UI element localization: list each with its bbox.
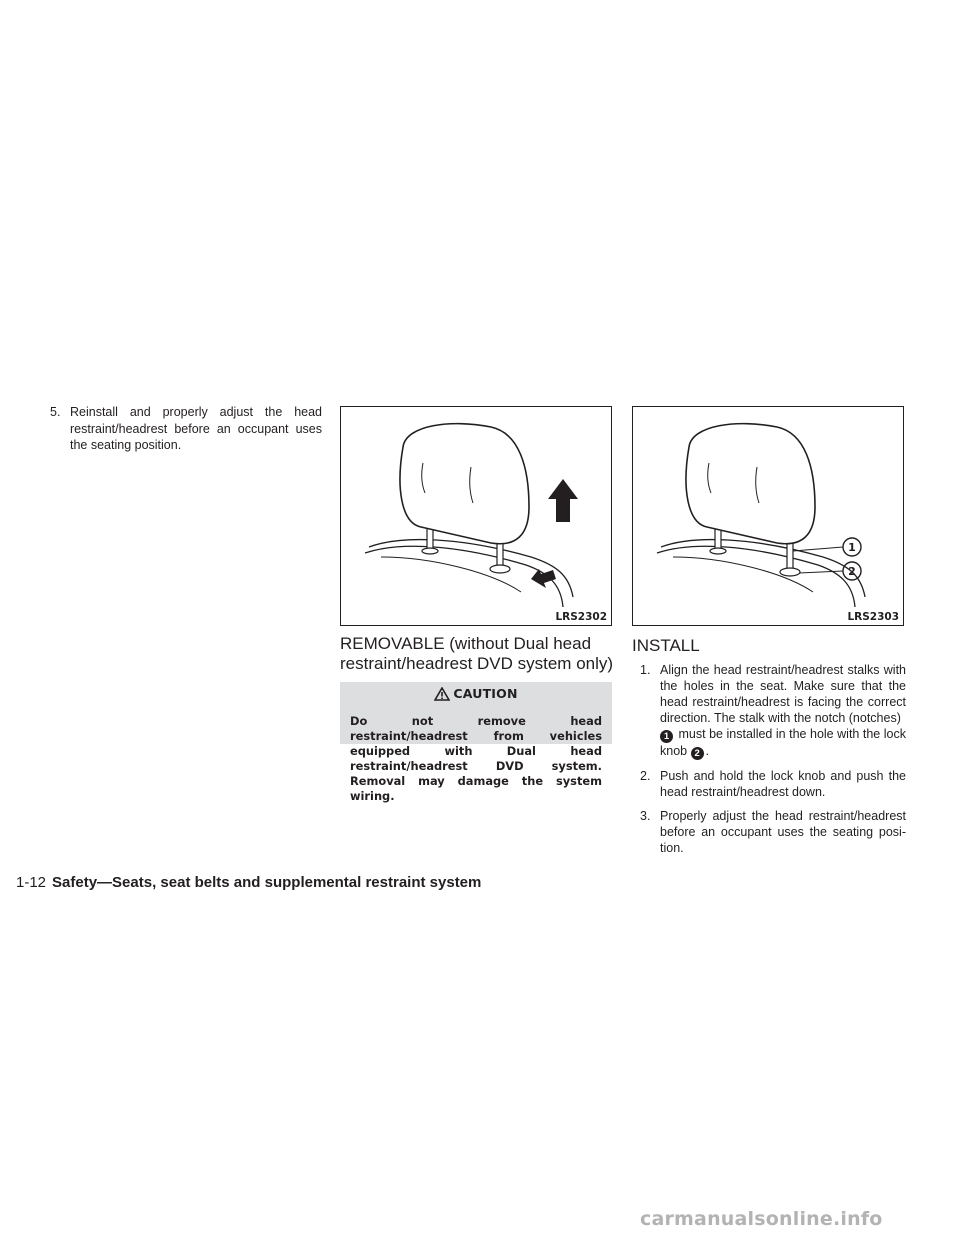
- install-step-2: [632, 768, 906, 800]
- callout-2: 2: [848, 565, 856, 578]
- page-number: 1-12: [16, 874, 47, 891]
- figure-removal: [340, 406, 612, 626]
- install-steps: [632, 662, 906, 864]
- warning-triangle-icon: [434, 687, 450, 701]
- figure-code: LRS2303: [847, 611, 899, 623]
- caution-label: CAUTION: [453, 686, 518, 701]
- figure-install: [632, 406, 904, 626]
- section-heading-install: INSTALL: [632, 636, 700, 655]
- step-5: [50, 404, 322, 454]
- step-text: Push and hold the lock knob and push the head restraint/headrest down.: [660, 769, 906, 799]
- step-number: 2.: [640, 769, 651, 783]
- callout-1: 1: [848, 541, 856, 554]
- left-column: [50, 404, 322, 462]
- step-text: Align the head restraint/headrest stalks with the holes in the seat. Make sure that the head restraint/headrest is facing the correct direction. The stalk with the notch (notches): [660, 663, 906, 725]
- figure-code: LRS2302: [555, 611, 607, 623]
- step-end: .: [705, 744, 710, 758]
- chapter-title: Safety—Seats, seat belts and supplemental restraint system: [52, 874, 482, 891]
- install-step-3: [632, 808, 906, 856]
- step-number: 5.: [50, 405, 61, 419]
- headrest-install-illustration: [633, 407, 905, 627]
- section-heading-removable: REMOVABLE (without Dual head restraint/headrest DVD system only): [340, 634, 614, 673]
- watermark: carmanualsonline.info: [640, 1208, 883, 1230]
- headrest-removal-illustration: [341, 407, 613, 627]
- caution-title: [340, 686, 612, 701]
- callout-2-icon: 2: [691, 747, 704, 760]
- install-step-1: [632, 662, 906, 760]
- step-text: Properly adjust the head restraint/headrest before an occupant uses the seating posi-tion.: [660, 809, 906, 855]
- step-text: Reinstall and properly adjust the head restraint/headrest before an occupant uses the seating position.: [70, 405, 322, 452]
- step-number: 3.: [640, 809, 651, 823]
- caution-box: [340, 682, 612, 803]
- callout-1-icon: 1: [660, 730, 673, 743]
- step-text-cont: must be installed in the hole with the lock knob: [660, 727, 906, 758]
- page-footer: [16, 874, 481, 891]
- step-number: 1.: [640, 663, 651, 677]
- caution-text: Do not remove head restraint/headrest from vehicles equipped with Dual head restraint/headrest DVD system. Removal may damage the system wiring.: [350, 714, 602, 803]
